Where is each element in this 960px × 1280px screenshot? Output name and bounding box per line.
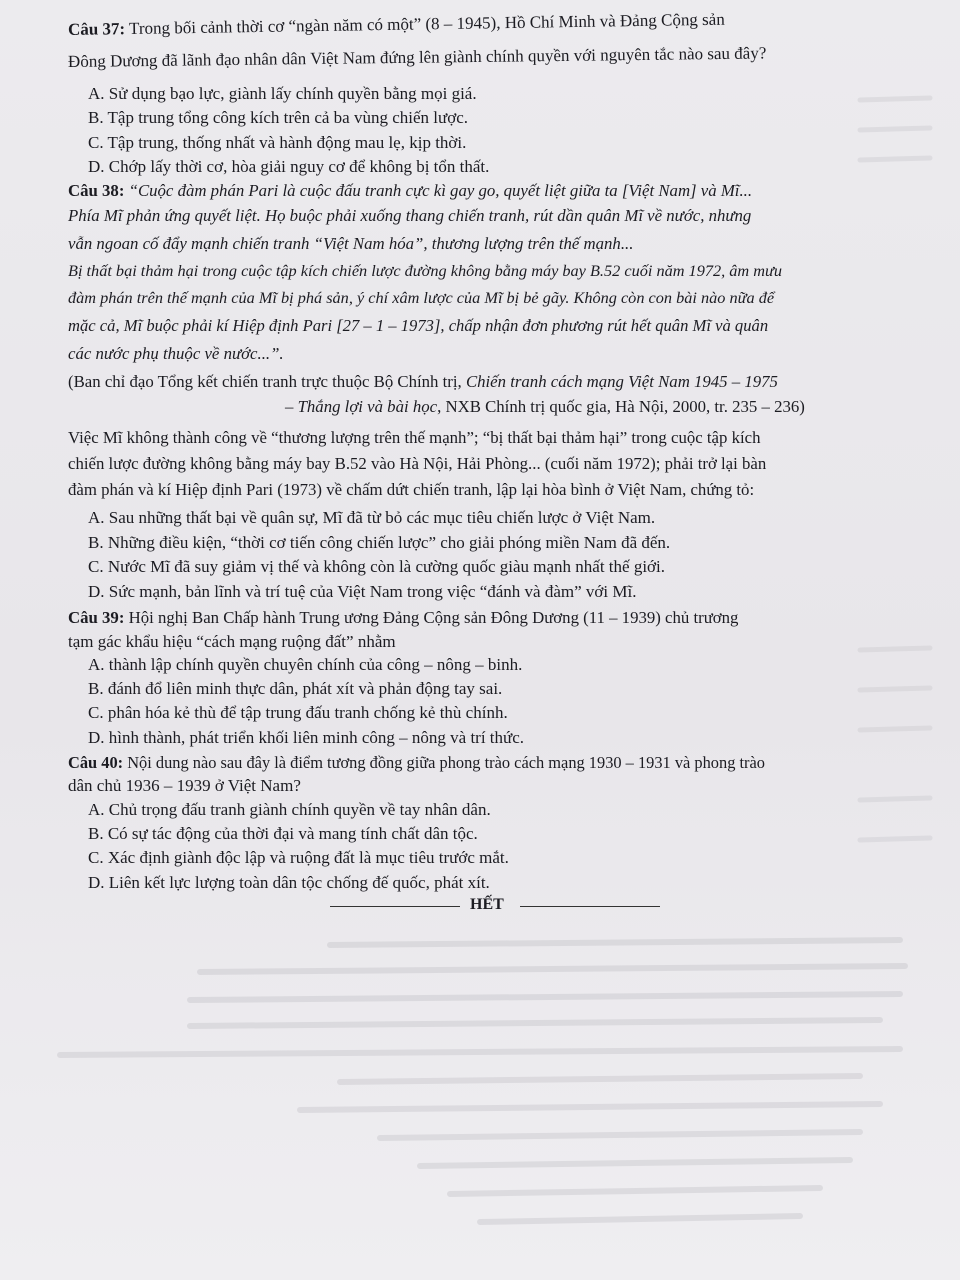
q40-label: Câu 40: (68, 753, 124, 772)
q38-label: Câu 38: (68, 181, 125, 200)
q39-option-a[interactable]: A. thành lập chính quyền chuyên chính của công – nông – binh. (88, 655, 523, 674)
q38-source-subtitle: – Thắng lợi và bài học (285, 397, 438, 416)
q38-source-1 (68, 372, 778, 392)
q40-line1 (68, 753, 765, 773)
q40-option-d[interactable]: D. Liên kết lực lượng toàn dân tộc chống đế quốc, phát xít. (88, 873, 490, 892)
q37-option-c[interactable]: C. Tập trung, thống nhất và hành động mau lẹ, kịp thời. (88, 133, 467, 152)
q37-text-1: Trong bối cảnh thời cơ “ngàn năm có một” (8 – 1945), Hồ Chí Minh và Đảng Cộng sản (124, 9, 725, 39)
q38-quote-4: Bị thất bại thảm hại trong cuộc tập kích chiến lược đường không bằng máy bay B.52 cuối năm 1972, âm mưu (68, 261, 783, 280)
q38-source-publisher: , NXB Chính trị quốc gia, Hà Nội, 2000, tr. 235 – 236) (437, 397, 805, 416)
q40-option-b[interactable]: B. Có sự tác động của thời đại và mang tính chất dân tộc. (88, 824, 478, 843)
q38-stem-3: đàm phán và kí Hiệp định Pari (1973) về chấm dứt chiến tranh, lập lại hòa bình ở Việt Nam, chứng tỏ: (68, 480, 755, 499)
q38-quote-1: “Cuộc đàm phán Pari là cuộc đấu tranh cực kì gay go, quyết liệt giữa ta [Việt Nam] và Mĩ... (124, 181, 753, 200)
q39-line2: tạm gác khẩu hiệu “cách mạng ruộng đất” nhằm (68, 632, 396, 651)
q40-option-c[interactable]: C. Xác định giành độc lập và ruộng đất là mục tiêu trước mắt. (88, 848, 509, 867)
q39-line1 (68, 608, 738, 628)
q38-option-a[interactable]: A. Sau những thất bại về quân sự, Mĩ đã từ bỏ các mục tiêu chiến lược ở Việt Nam. (88, 508, 656, 527)
q38-stem-1: Việc Mĩ không thành công về “thương lượng trên thế mạnh”; “bị thất bại thảm hại” trong cuộc tập kích (68, 428, 761, 447)
q39-option-c[interactable]: C. phân hóa kẻ thù để tập trung đấu tranh chống kẻ thù chính. (88, 703, 508, 722)
q37-line1 (68, 10, 725, 40)
q37-label: Câu 37: (67, 19, 126, 39)
q39-text-1: Hội nghị Ban Chấp hành Trung ương Đảng Cộng sản Đông Dương (11 – 1939) chủ trương (124, 608, 739, 627)
q38-quote-6: mặc cả, Mĩ buộc phải kí Hiệp định Pari [27 – 1 – 1973], chấp nhận đơn phương rút hết quân Mĩ và quân (68, 316, 769, 335)
q37-option-a[interactable]: A. Sử dụng bạo lực, giành lấy chính quyền bằng mọi giá. (88, 84, 477, 103)
q39-option-d[interactable]: D. hình thành, phát triển khối liên minh công – nông và trí thức. (88, 728, 525, 747)
q37-option-b[interactable]: B. Tập trung tổng công kích trên cả ba vùng chiến lược. (88, 108, 468, 127)
q38-option-d[interactable]: D. Sức mạnh, bản lĩnh và trí tuệ của Việt Nam trong việc “đánh và đàm” với Mĩ. (88, 582, 637, 601)
end-label: HẾT (470, 896, 504, 913)
q38-option-b[interactable]: B. Những điều kiện, “thời cơ tiến công chiến lược” cho giải phóng miền Nam đã đến. (88, 533, 671, 552)
q38-quote-7: các nước phụ thuộc về nước...”. (68, 344, 284, 363)
q38-stem-2: chiến lược đường không bằng máy bay B.52 vào Hà Nội, Hải Phòng... (cuối năm 1972); phải trở lại bàn (68, 454, 767, 473)
q37-option-d[interactable]: D. Chớp lấy thời cơ, hòa giải nguy cơ để không bị tổn thất. (88, 157, 490, 176)
q38-source-author: (Ban chỉ đạo Tổng kết chiến tranh trực thuộc Bộ Chính trị, (68, 372, 466, 391)
q37-line2: Đông Dương đã lãnh đạo nhân dân Việt Nam đứng lên giành chính quyền với nguyên tắc nào sau đây? (67, 43, 767, 71)
q38-source-2 (285, 397, 805, 417)
q39-label: Câu 39: (68, 608, 125, 627)
q40-text-1: Nội dung nào sau đây là điểm tương đồng giữa phong trào cách mạng 1930 – 1931 và phong trào (123, 753, 765, 772)
q38-source-title: Chiến tranh cách mạng Việt Nam 1945 – 1975 (465, 372, 778, 391)
q38-quote-2: Phía Mĩ phản ứng quyết liệt. Họ buộc phải xuống thang chiến tranh, rút dần quân Mĩ về nước, nhưng (68, 206, 752, 225)
q38-quote-3: vẫn ngoan cố đẩy mạnh chiến tranh “Việt Nam hóa”, thương lượng trên thế mạnh... (68, 234, 634, 253)
q40-option-a[interactable]: A. Chủ trọng đấu tranh giành chính quyền về tay nhân dân. (88, 800, 491, 819)
end-rule-right (520, 906, 660, 907)
q38-line1 (68, 181, 752, 201)
q38-quote-5: đàm phán trên thế mạnh của Mĩ bị phá sản, ý chí xâm lược của Mĩ bị bẻ gãy. Không còn con bài nào nữa để (68, 288, 775, 307)
end-rule-left (330, 906, 460, 907)
q38-option-c[interactable]: C. Nước Mĩ đã suy giảm vị thế và không còn là cường quốc giàu mạnh nhất thế giới. (88, 557, 666, 576)
q40-line2: dân chủ 1936 – 1939 ở Việt Nam? (68, 776, 301, 795)
q39-option-b[interactable]: B. đánh đổ liên minh thực dân, phát xít và phản động tay sai. (88, 679, 503, 698)
